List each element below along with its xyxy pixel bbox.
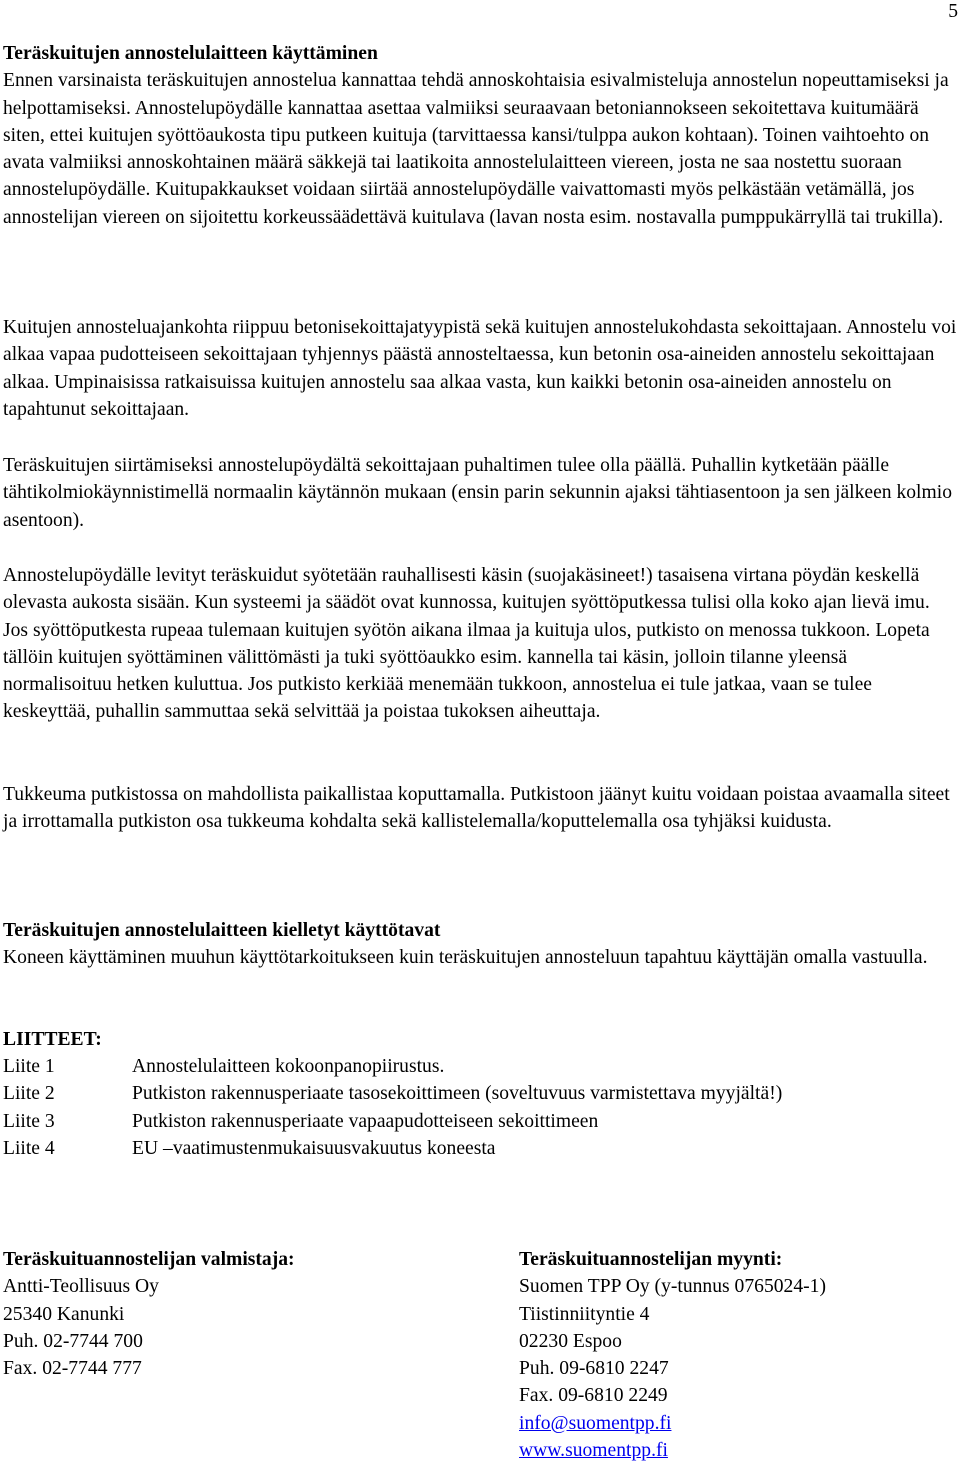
manufacturer-fax: Fax. 02-7744 777 <box>3 1358 142 1380</box>
attachments-heading-block <box>3 1026 959 1053</box>
seller-phone: Puh. 09-6810 2247 <box>519 1358 669 1380</box>
attachment-id: Liite 2 <box>3 1083 55 1105</box>
manufacturer-address: 25340 Kanunki <box>3 1303 125 1325</box>
attachment-id: Liite 1 <box>3 1056 55 1077</box>
manufacturer-phone: Puh. 02-7744 700 <box>3 1330 143 1352</box>
attachments-heading: LIITTEET: <box>3 1029 102 1050</box>
usage-paragraph-4-block <box>3 562 959 726</box>
seller-fax: Fax. 09-6810 2249 <box>519 1385 668 1407</box>
usage-paragraph-2: Kuitujen annosteluajankohta riippuu betonisekoittajatyypistä sekä kuitujen annostelukohdasta sekoittajaan. Annostelu voi alkaa vapaa pudotteiseen sekoittajaan tyhjennys päästä annosteltaessa, kun betonin osa-aineiden annostelu sekoittajaan alkaa. Umpinaisissa ratkaisuissa kuitujen annostelu saa alkaa vasta, kun kaikki betonin osa-aineiden annostelu on tapahtunut sekoittajaan. <box>3 317 957 420</box>
attachment-text: Putkiston rakennusperiaate vapaapudotteiseen sekoittimeen <box>132 1110 599 1132</box>
page-number: 5 <box>948 1 958 22</box>
seller-street: Tiistinniityntie 4 <box>519 1303 650 1325</box>
manufacturer-heading: Teräskuituannostelijan valmistaja: <box>3 1249 295 1270</box>
seller-email-link[interactable]: info@suomentpp.fi <box>519 1412 672 1434</box>
attachment-text: Annostelulaitteen kokoonpanopiirustus. <box>132 1056 445 1077</box>
usage-paragraph-5: Tukkeuma putkistossa on mahdollista paikallistaa koputtamalla. Putkistoon jäänyt kuitu voidaan poistaa avaamalla siteet ja irrottamalla putkiston osa tukkeuma kohdalta sekä kallistelemalla/koputtelemalla osa tyhjäksi kuidusta. <box>3 784 950 833</box>
attachment-id: Liite 4 <box>3 1137 55 1159</box>
seller-heading: Teräskuituannostelijan myynti: <box>519 1249 783 1270</box>
seller-name: Suomen TPP Oy (y-tunnus 0765024-1) <box>519 1276 826 1298</box>
usage-paragraph-3-block <box>3 452 959 534</box>
usage-paragraph-2-block <box>3 314 959 423</box>
usage-heading: Teräskuitujen annostelulaitteen käyttäminen <box>3 43 378 64</box>
forbidden-section <box>3 917 959 972</box>
seller-info <box>519 1246 826 1464</box>
attachment-item <box>3 1053 782 1080</box>
usage-paragraph-1: Ennen varsinaista teräskuitujen annostelua kannattaa tehdä annoskohtaisia esivalmisteluja annostelun nopeuttamiseksi ja helpottamiseksi. Annostelupöydälle kannattaa asettaa valmiiksi seuraavaan betoniannokseen sekoitettava kuitumäärä siten, ettei kuitujen syöttöaukosta tipu putkeen kuituja (tarvittaessa kansi/tulppa aukon kohtaan). Toinen vaihtoehto on avata valmiiksi annoskohtainen määrä säkkejä tai laatikoita annostelulaitteen viereen, josta ne saa nostettu suoraan annostelupöydälle. Kuitupakkaukset voidaan siirtää annostelupöydälle vaivattomasti myös pelkästään vetämällä, jos annostelijan viereen on sijoitettu korkeussäädettävä kuitulava (lavan nosta esim. nostavalla pumppukärryllä tai trukilla). <box>3 70 949 228</box>
attachments-list <box>3 1053 782 1162</box>
seller-website-link[interactable]: www.suomentpp.fi <box>519 1440 668 1462</box>
attachment-item <box>3 1108 782 1135</box>
manufacturer-name: Antti-Teollisuus Oy <box>3 1276 159 1298</box>
attachment-text: EU –vaatimustenmukaisuusvakuutus koneesta <box>132 1137 496 1159</box>
forbidden-text: Koneen käyttäminen muuhun käyttötarkoitukseen kuin teräskuitujen annosteluun tapahtuu käyttäjän omalla vastuulla. <box>3 947 928 969</box>
attachment-id: Liite 3 <box>3 1110 55 1132</box>
usage-paragraph-5-block <box>3 781 959 836</box>
forbidden-heading: Teräskuitujen annostelulaitteen kielletyt käyttötavat <box>3 920 441 941</box>
usage-paragraph-4: Annostelupöydälle levityt teräskuidut syötetään rauhallisesti käsin (suojakäsineet!) tasaisena virtana pöydän keskellä olevasta aukosta sisään. Kun systeemi ja säädöt ovat kunnossa, kuitujen syöttöputkessa tulisi olla koko ajan lievä imu. Jos syöttöputkesta rupeaa tulemaan kuitujen syötön aikana ilmaa ja kuituja ulos, putkisto on menossa tukkoon. Lopeta tällöin kuitujen syöttäminen välittömästi ja tuki syöttöaukko esim. kannella tai käsin, jolloin tilanne yleensä normalisoituu hetken kuluttua. Jos putkisto kerkiää menemään tukkoon, annostelua ei tule jatkaa, vaan se tulee keskeyttää, puhallin sammuttaa sekä selvittää ja poistaa tukoksen aiheuttaja. <box>3 565 930 723</box>
attachment-item <box>3 1135 782 1162</box>
usage-section <box>3 40 959 231</box>
usage-paragraph-3: Teräskuitujen siirtämiseksi annostelupöydältä sekoittajaan puhaltimen tulee olla päällä. Puhallin kytketään päälle tähtikolmiokäynnistimellä normaalin käytännön mukaan (ensin parin sekunnin ajaksi tähtiasentoon ja sen jälkeen kolmio asentoon). <box>3 455 952 531</box>
seller-city: 02230 Espoo <box>519 1330 622 1352</box>
attachment-item <box>3 1080 782 1107</box>
attachment-text: Putkiston rakennusperiaate tasosekoittimeen (soveltuvuus varmistettava myyjältä!) <box>132 1083 783 1105</box>
manufacturer-info <box>3 1246 295 1382</box>
